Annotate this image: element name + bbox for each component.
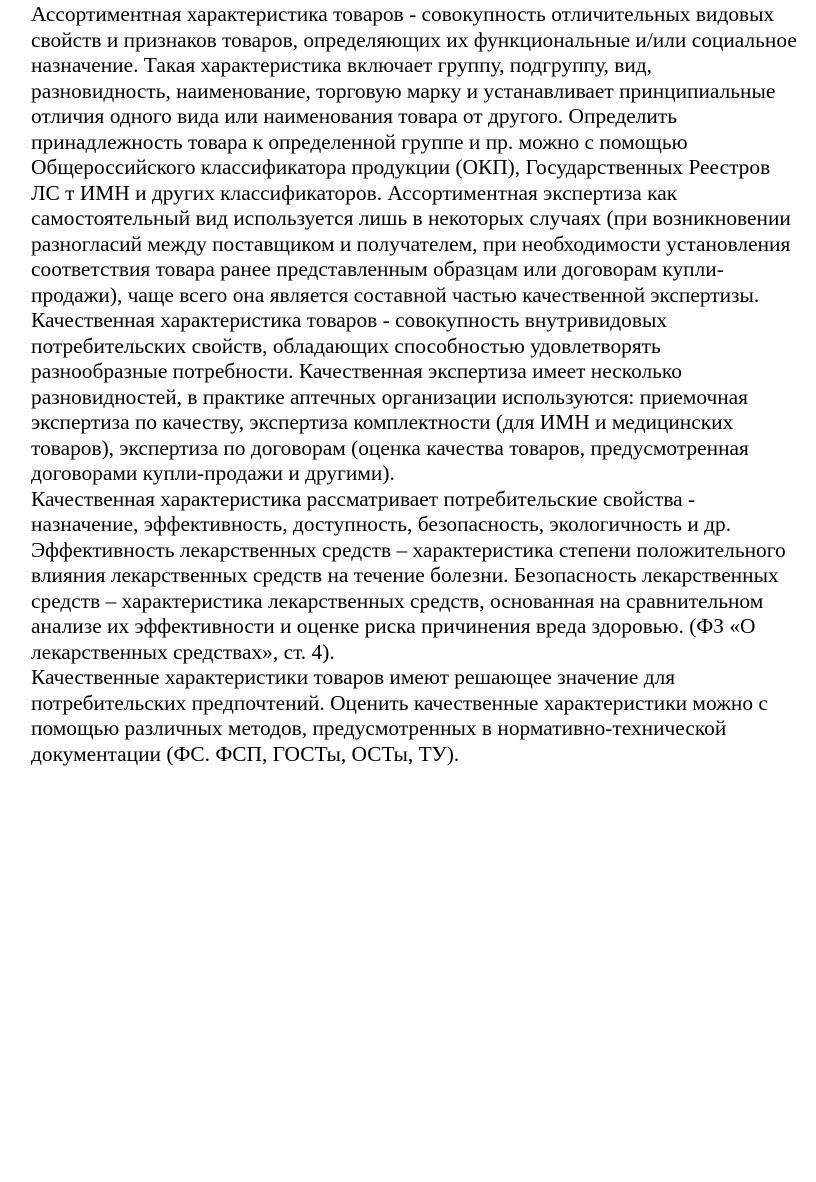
text-line: самостоятельный вид используется лишь в некоторых случаях (при возникновении (31, 206, 791, 230)
paragraph-consumer-properties (31, 487, 816, 666)
text-line: потребительских свойств, обладающих способностью удовлетворять (31, 333, 661, 358)
text-line: продажи), чаще всего она является составной частью качественной экспертизы. (31, 282, 760, 307)
text-line: назначение. Такая характеристика включает группу, подгруппу, вид, (31, 53, 652, 77)
text-line: анализе их эффективности и оценке риска причинения вреда здоровью. (ФЗ «О (31, 614, 756, 638)
text-line: лекарственных средствах», ст. 4). (31, 639, 335, 664)
document-body (31, 2, 816, 767)
text-line: Качественные характеристики товаров имеют решающее значение для (31, 665, 676, 689)
text-line: разнообразные потребности. Качественная экспертиза имеет несколько (31, 359, 682, 383)
text-line: экспертиза по качеству, экспертиза комплектности (для ИМН и медицинских (31, 410, 734, 434)
paragraph-assortment-characteristic (31, 2, 816, 308)
text-line: потребительских предпочтений. Оценить качественные характеристики можно с (31, 690, 768, 715)
text-line: разновидность, наименование, торговую марку и устанавливает принципиальные (31, 78, 776, 103)
text-line: средств – характеристика лекарственных средств, основанная на сравнительном (31, 588, 764, 613)
text-line: ЛС т ИМН и других классификаторов. Ассортиментная экспертиза как (31, 180, 678, 205)
text-line: Общероссийского классификатора продукции (ОКП), Государственных Реестров (31, 155, 771, 179)
text-line: разновидностей, в практике аптечных организации используются: приемочная (31, 384, 748, 409)
text-line: Эффективность лекарственных средств – характеристика степени положительного (31, 537, 786, 562)
text-line: Ассортиментная характеристика товаров - совокупность отличительных видовых (31, 2, 775, 26)
text-line: помощью различных методов, предусмотренных в нормативно-технической (31, 716, 727, 740)
text-line: отличия одного вида или наименования товара от другого. Определить (31, 104, 677, 128)
paragraph-quality-characteristic (31, 308, 816, 487)
text-line: Качественная характеристика товаров - совокупность внутривидовых (31, 308, 668, 332)
text-line: назначение, эффективность, доступность, безопасность, экологичность и др. (31, 512, 732, 536)
text-line: разногласий между поставщиком и получателем, при необходимости установления (31, 231, 791, 256)
text-line: договорами купли-продажи и другими). (31, 461, 395, 485)
text-line: свойств и признаков товаров, определяющих их функциональные и/или социальное (31, 27, 797, 52)
text-line: товаров), экспертиза по договорам (оценка качества товаров, предусмотренная (31, 435, 749, 460)
text-line: Качественная характеристика рассматривает потребительские свойства - (31, 486, 696, 511)
text-line: документации (ФС. ФСП, ГОСТы, ОСТы, ТУ). (31, 741, 460, 766)
paragraph-consumer-preferences (31, 665, 816, 767)
text-line: влияния лекарственных средств на течение болезни. Безопасность лекарственных (31, 563, 779, 587)
text-line: соответствия товара ранее представленным образцам или договорам купли- (31, 257, 724, 281)
text-line: принадлежность товара к определенной группе и пр. можно с помощью (31, 129, 688, 154)
